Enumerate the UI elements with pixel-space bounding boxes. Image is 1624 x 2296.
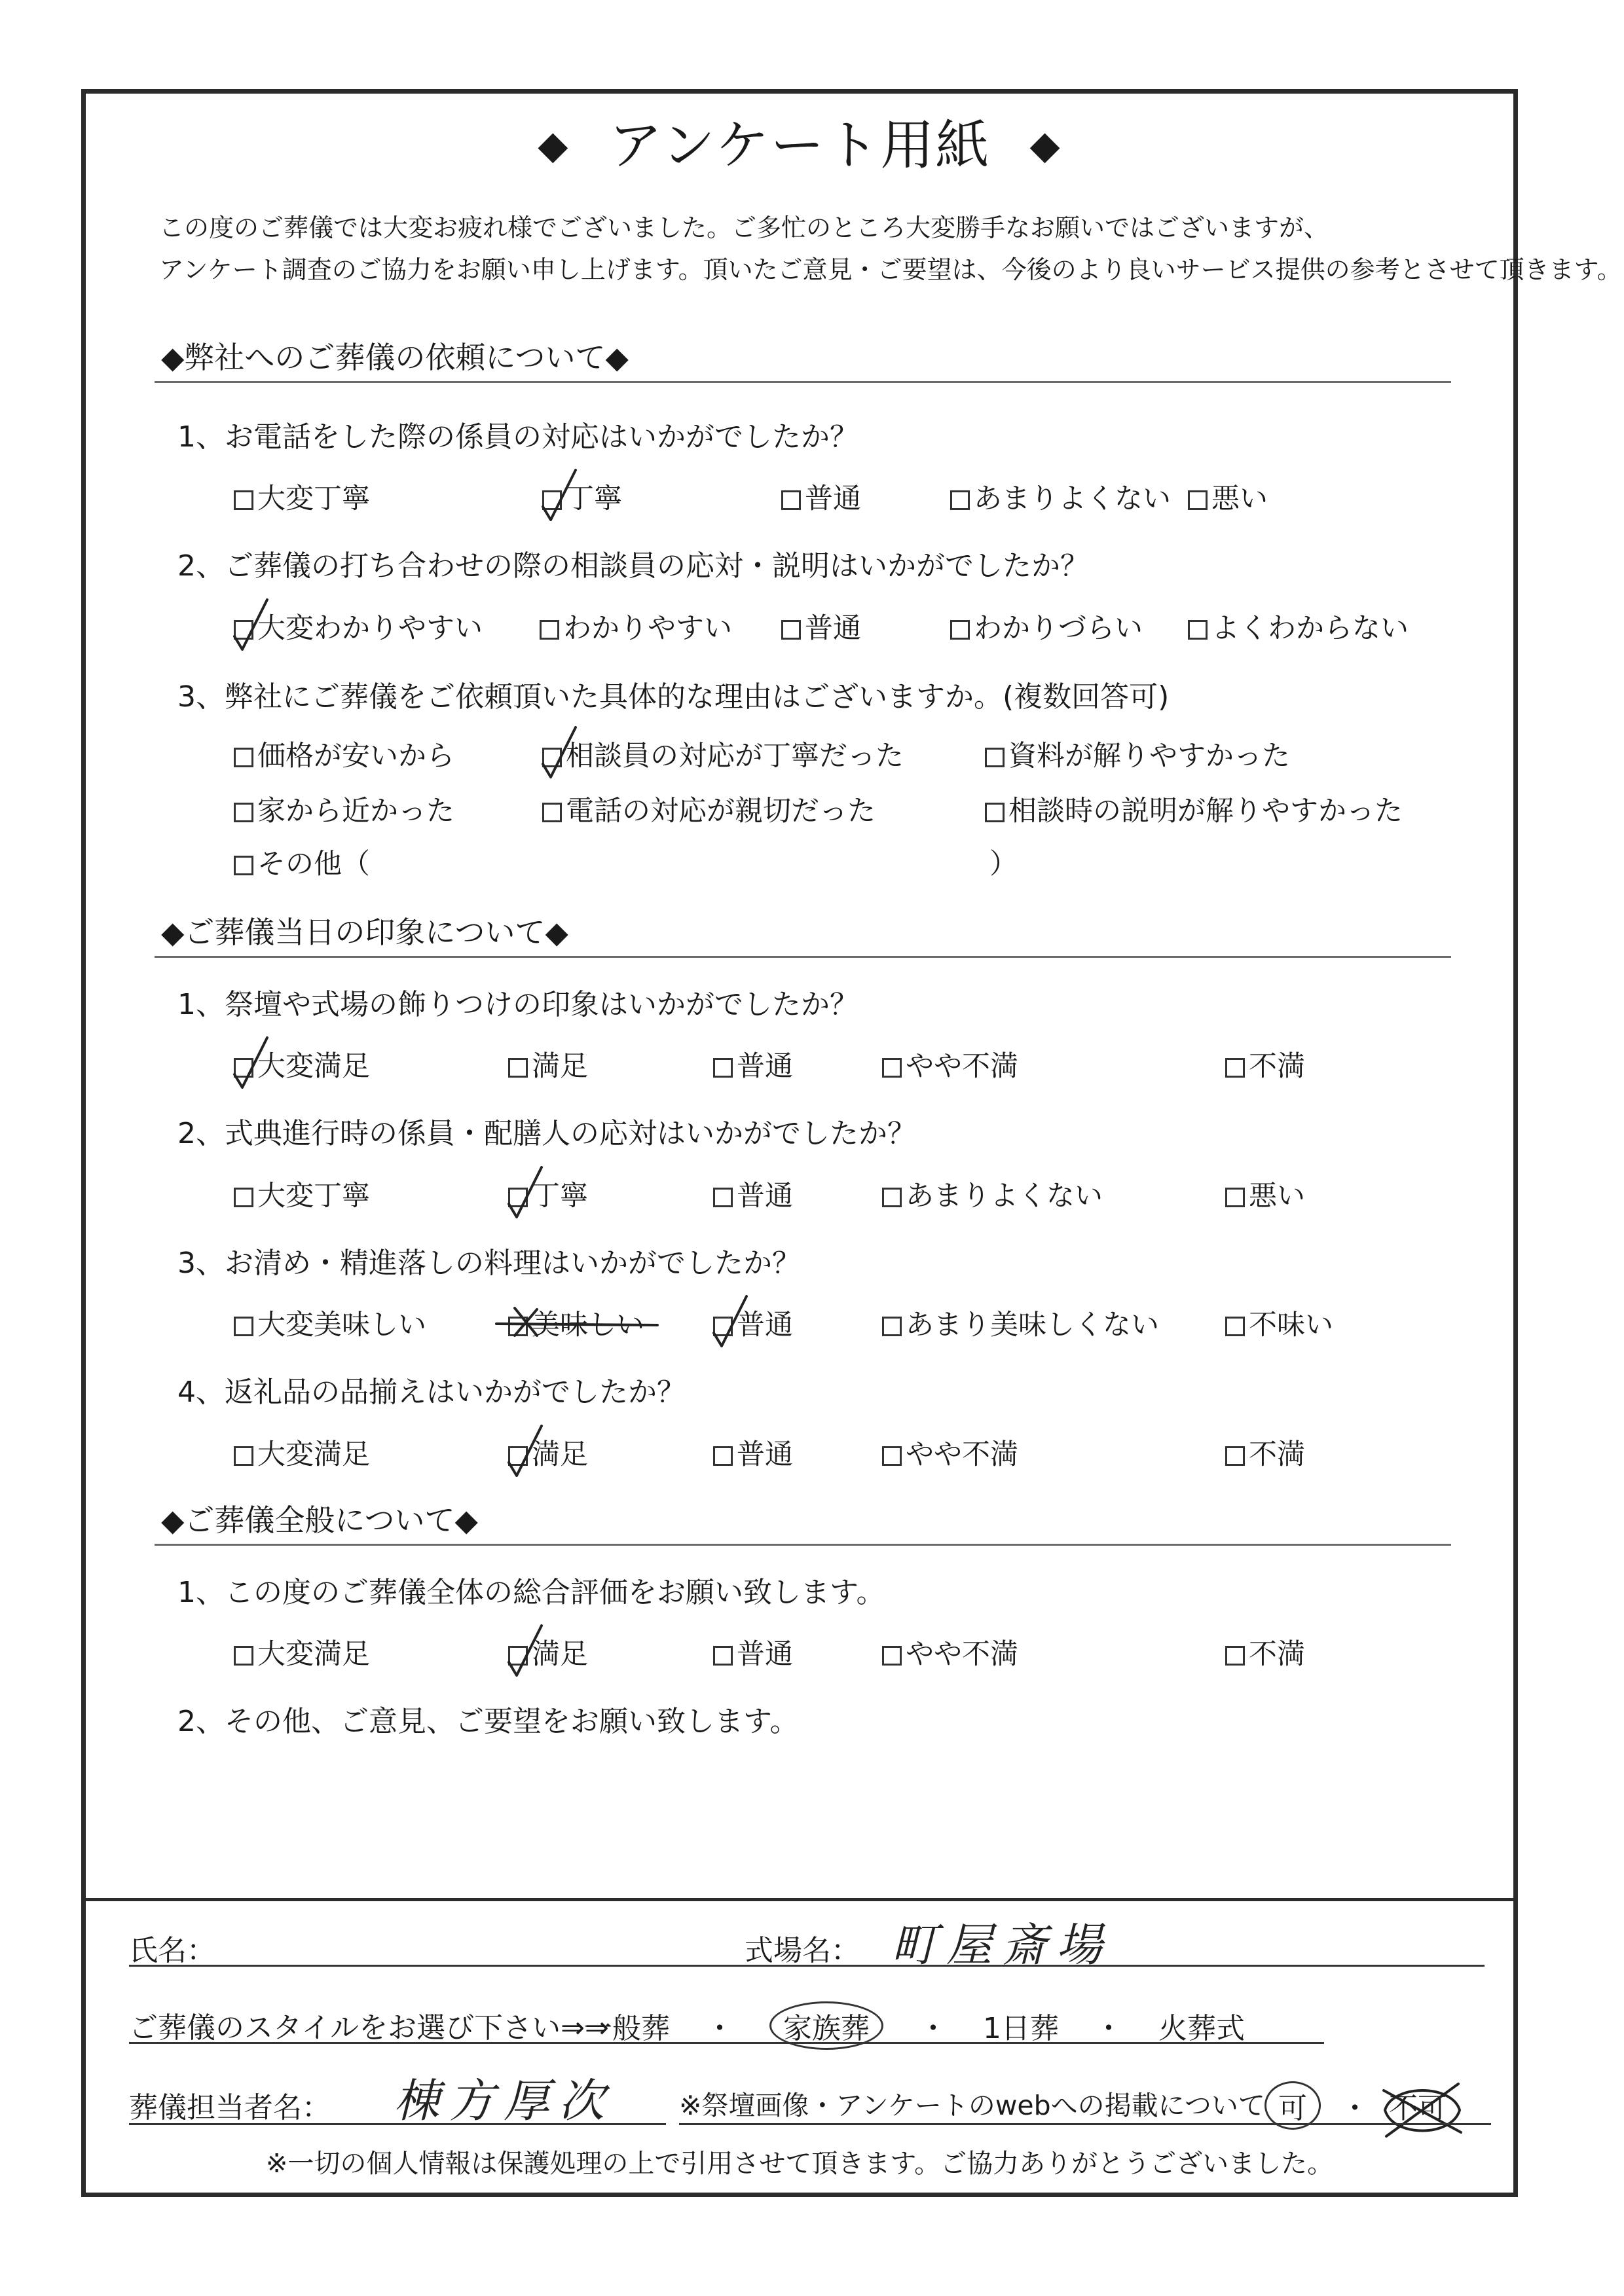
- web-permission-label: ※祭壇画像・アンケートのwebへの掲載について: [679, 2090, 1265, 2121]
- checkbox-checked[interactable]: [713, 1317, 733, 1336]
- web-permission-options: [1264, 2081, 1447, 2130]
- option-q21-satisfied[interactable]: 満足: [508, 1044, 588, 1084]
- style-option-family-selected[interactable]: 家族葬: [769, 2001, 883, 2050]
- style-option-general[interactable]: 一般葬: [583, 2012, 670, 2045]
- name-label: 氏名：: [129, 1934, 215, 1967]
- option-q23-delicious-struck[interactable]: 美味しい: [508, 1303, 644, 1343]
- option-q24-very-satisfied[interactable]: 大変満足: [234, 1432, 370, 1472]
- checkbox[interactable]: [508, 1058, 528, 1078]
- option-q23-normal[interactable]: 普通: [713, 1303, 793, 1343]
- title-diamond-right: ◆: [1029, 122, 1061, 168]
- checkbox[interactable]: [882, 1446, 902, 1466]
- option-q24-normal[interactable]: 普通: [713, 1432, 793, 1472]
- option-q13-explanation[interactable]: 相談時の説明が解りやすかった: [985, 789, 1403, 829]
- staff-value-handwritten[interactable]: 棟方厚次: [394, 2074, 614, 2128]
- footer-divider: [86, 1898, 1513, 1901]
- other-close-paren: ）: [989, 848, 1018, 881]
- web-option-deny-struck[interactable]: 不可: [1389, 2092, 1447, 2125]
- checkbox[interactable]: [882, 1317, 902, 1336]
- checkbox-checked[interactable]: [508, 1646, 528, 1666]
- checkbox[interactable]: [234, 1646, 253, 1666]
- checkbox[interactable]: [1188, 620, 1208, 640]
- page-title: [86, 103, 1513, 179]
- question-1-2: 2、ご葬儀の打ち合わせの際の相談員の応対・説明はいかがでしたか？: [177, 549, 1089, 583]
- option-q12-unclear[interactable]: わかりづらい: [950, 606, 1143, 646]
- question-2-2: 2、式典進行時の係員・配膳人の応対はいかがでしたか？: [177, 1117, 916, 1150]
- question-1-1: 1、お電話をした際の係員の対応はいかがでしたか？: [177, 420, 858, 454]
- checkbox[interactable]: [985, 803, 1005, 822]
- checkbox-checked[interactable]: [234, 620, 253, 640]
- checkbox-checked[interactable]: [542, 748, 562, 767]
- title-diamond-left: ◆: [538, 122, 570, 168]
- survey-frame: [81, 89, 1622, 2197]
- question-2-1: 1、祭壇や式場の飾りつけの印象はいかがでしたか？: [177, 988, 858, 1021]
- style-separator: ・: [919, 2012, 948, 2045]
- web-separator: ・: [1340, 2092, 1369, 2125]
- option-q31-very-satisfied[interactable]: 大変満足: [234, 1632, 370, 1672]
- checkbox[interactable]: [1188, 490, 1208, 510]
- style-prompt: ご葬儀のスタイルをお選び下さい⇒⇒: [129, 2011, 609, 2045]
- checkbox-checked[interactable]: [234, 1058, 253, 1078]
- checkbox[interactable]: [713, 1058, 733, 1078]
- option-q11-normal[interactable]: 普通: [781, 477, 861, 517]
- checkbox-checked[interactable]: [508, 1188, 528, 1207]
- style-separator: ・: [705, 2012, 734, 2045]
- option-q11-very-polite[interactable]: 大変丁寧: [234, 477, 370, 517]
- name-field[interactable]: [129, 1965, 784, 1967]
- option-q13-phone[interactable]: 電話の対応が親切だった: [542, 789, 876, 829]
- checkbox[interactable]: [234, 1188, 253, 1207]
- option-q11-polite[interactable]: 丁寧: [542, 477, 622, 517]
- option-q22-polite[interactable]: 丁寧: [508, 1174, 588, 1214]
- question-2-4: 4、返礼品の品揃えはいかがでしたか？: [177, 1376, 686, 1409]
- option-q24-dissatisfied[interactable]: 不満: [1225, 1432, 1305, 1472]
- intro-text: [159, 207, 1622, 291]
- checkbox[interactable]: [713, 1188, 733, 1207]
- checkbox[interactable]: [234, 1446, 253, 1466]
- option-q23-very-delicious[interactable]: 大変美味しい: [234, 1303, 426, 1343]
- question-2-3: 3、お清め・精進落しの料理はいかがでしたか？: [177, 1247, 801, 1280]
- option-q21-normal[interactable]: 普通: [713, 1044, 793, 1084]
- checkbox[interactable]: [1225, 1188, 1245, 1207]
- comments-area[interactable]: [177, 1750, 1422, 1881]
- option-q21-very-satisfied[interactable]: 大変満足: [234, 1044, 370, 1084]
- title-text: アンケート用紙: [608, 115, 991, 177]
- intro-line-1: この度のご葬儀では大変お疲れ様でございました。ご多忙のところ大変勝手なお願いではございますが、: [159, 213, 1329, 242]
- option-q31-satisfied[interactable]: 満足: [508, 1632, 588, 1672]
- option-q12-clear[interactable]: わかりやすい: [540, 606, 732, 646]
- option-q13-consultant[interactable]: 相談員の対応が丁寧だった: [542, 734, 904, 774]
- checkbox[interactable]: [1225, 1446, 1245, 1466]
- checkbox[interactable]: [234, 856, 253, 875]
- venue-value-handwritten[interactable]: 町屋斎場: [891, 1918, 1111, 1972]
- option-q31-normal[interactable]: 普通: [713, 1632, 793, 1672]
- option-q31-somewhat-dissatisfied[interactable]: やや不満: [882, 1632, 1018, 1672]
- checkbox[interactable]: [950, 620, 970, 640]
- style-option-cremation[interactable]: 火葬式: [1158, 2012, 1245, 2045]
- question-3-2: 2、その他、ご意見、ご要望をお願い致します。: [177, 1705, 799, 1738]
- checkbox-struck[interactable]: [508, 1317, 528, 1336]
- option-q21-somewhat-dissatisfied[interactable]: やや不満: [882, 1044, 1018, 1084]
- section-heading-general: ◆ご葬儀全般について◆: [155, 1497, 1451, 1546]
- checkbox[interactable]: [781, 620, 801, 640]
- checkbox[interactable]: [1225, 1317, 1245, 1336]
- option-q22-normal[interactable]: 普通: [713, 1174, 793, 1214]
- venue-underline: [745, 1965, 1485, 1967]
- staff-label: 葬儀担当者名：: [129, 2091, 331, 2124]
- checkbox[interactable]: [985, 748, 1005, 767]
- option-q11-not-good[interactable]: あまりよくない: [950, 477, 1171, 517]
- style-underline: [129, 2042, 1324, 2044]
- checkbox[interactable]: [882, 1188, 902, 1207]
- style-separator: ・: [1094, 2012, 1123, 2045]
- checkbox[interactable]: [713, 1446, 733, 1466]
- intro-line-2: アンケート調査のご協力をお願い申し上げます。頂いたご意見・ご要望は、今後のより良いサービス提供の参考とさせて頂きます。: [159, 255, 1622, 284]
- checkbox[interactable]: [882, 1058, 902, 1078]
- checkbox[interactable]: [234, 490, 253, 510]
- option-q13-materials[interactable]: 資料が解りやすかった: [985, 734, 1290, 774]
- web-option-allow-selected[interactable]: 可: [1264, 2081, 1321, 2130]
- checkbox-checked[interactable]: [508, 1446, 528, 1466]
- checkbox[interactable]: [542, 803, 562, 822]
- option-q11-bad[interactable]: 悪い: [1188, 477, 1268, 517]
- option-q13-other[interactable]: その他（: [234, 842, 370, 882]
- option-q23-bad-taste[interactable]: 不味い: [1225, 1303, 1333, 1343]
- option-q13-price[interactable]: 価格が安いから: [234, 734, 454, 774]
- question-3-1: 1、この度のご葬儀全体の総合評価をお願い致します。: [177, 1576, 885, 1609]
- option-q23-not-very-delicious[interactable]: あまり美味しくない: [882, 1303, 1159, 1343]
- checkbox[interactable]: [234, 1317, 253, 1336]
- venue-label: 式場名：: [745, 1934, 860, 1967]
- checkbox[interactable]: [1225, 1646, 1245, 1666]
- option-q12-very-clear[interactable]: 大変わかりやすい: [234, 606, 483, 646]
- question-1-3: 3、弊社にご葬儀をご依頼頂いた具体的な理由はございますか。(複数回答可): [177, 680, 1170, 714]
- option-q22-very-polite[interactable]: 大変丁寧: [234, 1174, 370, 1214]
- option-q24-somewhat-dissatisfied[interactable]: やや不満: [882, 1432, 1018, 1472]
- option-q31-dissatisfied[interactable]: 不満: [1225, 1632, 1305, 1672]
- checkbox[interactable]: [950, 490, 970, 510]
- checkbox-checked[interactable]: [542, 490, 562, 510]
- option-q12-normal[interactable]: 普通: [781, 606, 861, 646]
- option-q22-not-good[interactable]: あまりよくない: [882, 1174, 1103, 1214]
- privacy-notice: ※一切の個人情報は保護処理の上で引用させて頂きます。ご協力ありがとうございました。: [265, 2149, 1334, 2179]
- option-q24-satisfied[interactable]: 満足: [508, 1432, 588, 1472]
- option-q12-very-unclear[interactable]: よくわからない: [1188, 606, 1409, 646]
- checkbox[interactable]: [540, 620, 559, 640]
- option-q13-near-home[interactable]: 家から近かった: [234, 789, 454, 829]
- checkbox[interactable]: [234, 803, 253, 822]
- checkbox[interactable]: [1225, 1058, 1245, 1078]
- checkbox[interactable]: [713, 1646, 733, 1666]
- option-q22-bad[interactable]: 悪い: [1225, 1174, 1305, 1214]
- option-q21-dissatisfied[interactable]: 不満: [1225, 1044, 1305, 1084]
- checkbox[interactable]: [234, 748, 253, 767]
- checkbox[interactable]: [882, 1646, 902, 1666]
- web-permission-underline: [679, 2123, 1491, 2125]
- section-heading-request: ◆弊社へのご葬儀の依頼について◆: [155, 334, 1451, 383]
- checkbox[interactable]: [781, 490, 801, 510]
- style-option-one-day[interactable]: 1日葬: [983, 2012, 1059, 2045]
- section-heading-day-impression: ◆ご葬儀当日の印象について◆: [155, 909, 1451, 958]
